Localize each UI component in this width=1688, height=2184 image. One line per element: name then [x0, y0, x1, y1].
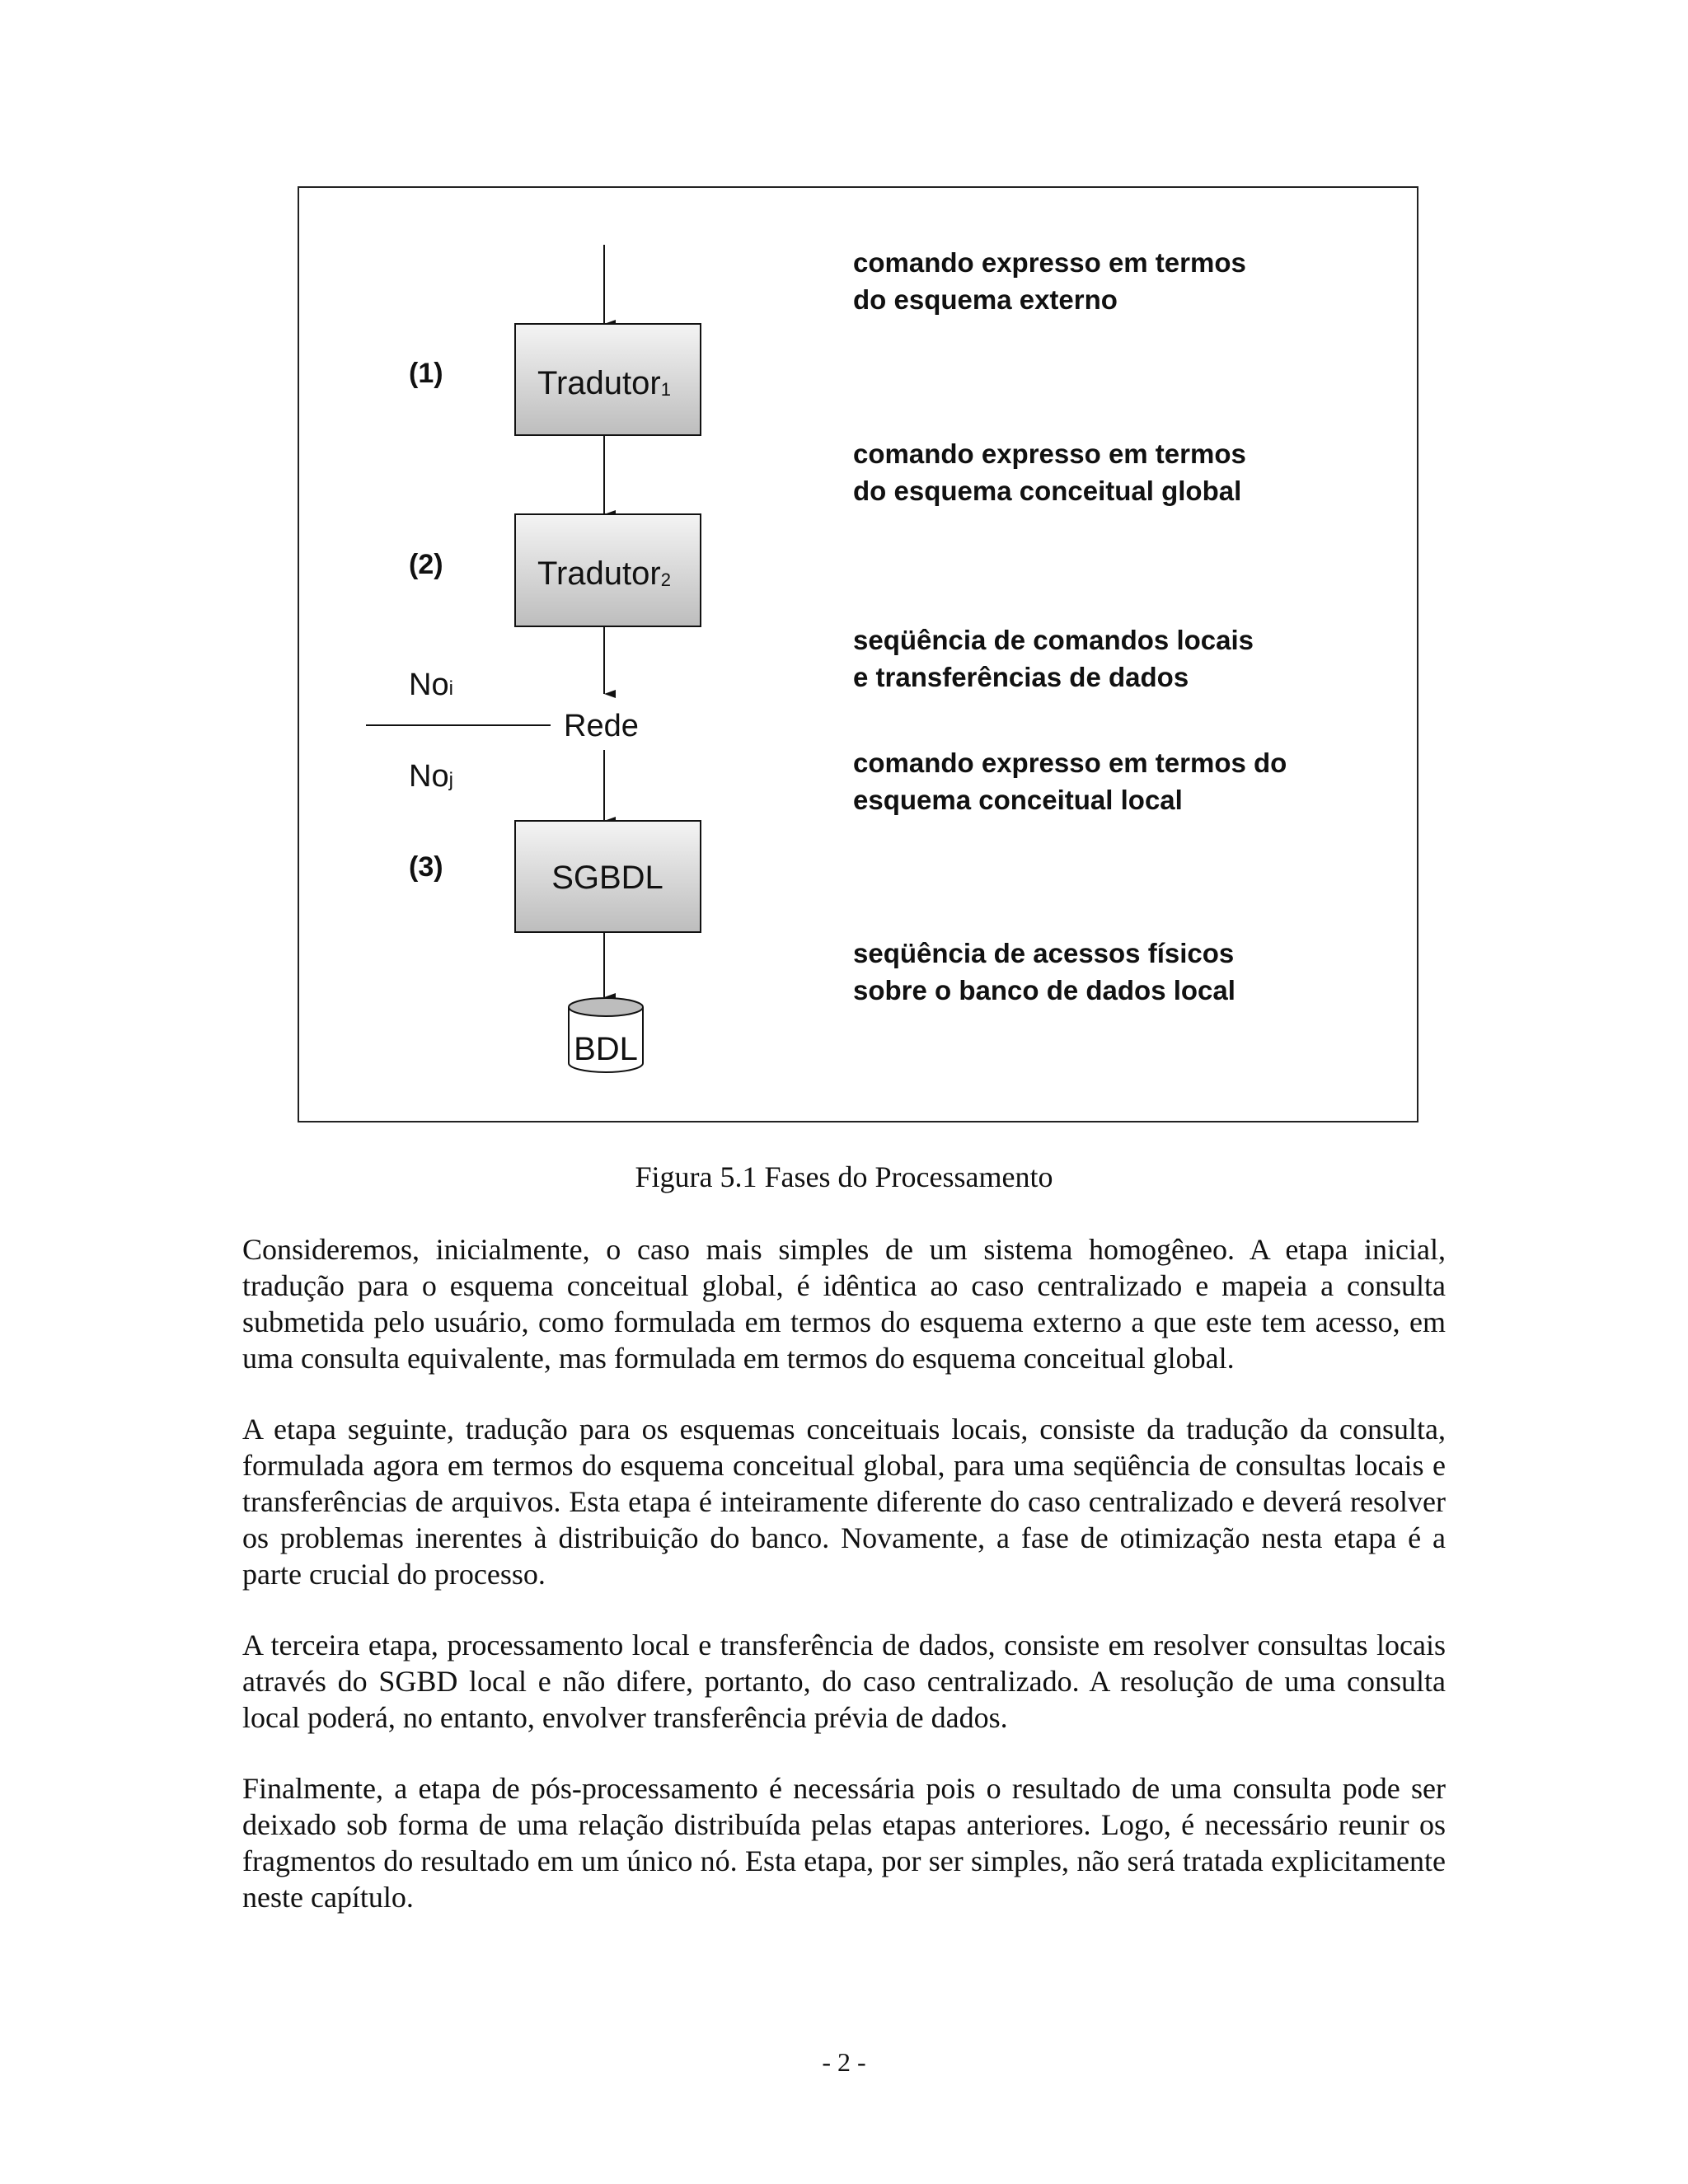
tradutor2-subscript: 2	[660, 569, 671, 590]
description-4-line-1: comando expresso em termos do	[853, 748, 1287, 778]
svg-text:Noi	[409, 668, 453, 702]
description-5-line-1: seqüência de acessos físicos	[853, 938, 1235, 968]
bdl-label: BDL	[574, 1031, 638, 1067]
description-2-line-1: comando expresso em termos	[853, 438, 1246, 469]
step-2-label: (2)	[409, 549, 443, 580]
rede-label: Rede	[564, 709, 639, 743]
sgbdl-box	[515, 821, 701, 932]
tradutor1-subscript: 1	[660, 379, 671, 400]
figure-caption: Figura 5.1 Fases do Processamento	[635, 1160, 1053, 1193]
paragraph-1: Consideremos, inicialmente, o caso mais simples de um sistema homogêneo. A etapa inicial, tradução para o esquema conceitual global, é idêntica ao caso centralizado e mapeia a consulta submetida pelo usuário, como formulada em termos do esquema externo a que este tem acesso, em uma consulta equivalente, mas formulada em termos do esquema conceitual global.	[242, 1233, 1446, 1375]
bdl-database-icon	[569, 998, 643, 1072]
paragraph-2: A etapa seguinte, tradução para os esquemas conceituais locais, consiste da tradução da consulta, formulada agora em termos do esquema conceitual global, para uma seqüência de consultas locais e transferências de arquivos. Esta etapa é inteiramente diferente do caso centralizado e deverá resolver os problemas inerentes à distribuição do banco. Novamente, a fase de otimização nesta etapa é a parte crucial do processo.	[242, 1413, 1446, 1591]
tradutor2-label: Tradutor	[537, 555, 661, 592]
tradutor1-label: Tradutor	[537, 365, 661, 401]
paragraph-4: Finalmente, a etapa de pós-processamento é necessária pois o resultado de uma consulta pode ser deixado sob forma de uma relação distribuída pelas etapas anteriores. Logo, é necessário reunir os fragmentos do resultado em um único nó. Esta etapa, por ser simples, não será tratada explicitamente neste capítulo.	[242, 1772, 1446, 1914]
paragraph-3: A terceira etapa, processamento local e transferência de dados, consiste em resolver consultas locais através do SGBD local e não difere, portanto, do caso centralizado. A resolução de uma consulta local poderá, no entanto, envolver transferência prévia de dados.	[242, 1629, 1446, 1734]
node-i-label: No	[409, 668, 449, 702]
node-j-subscript: j	[448, 769, 453, 791]
node-i-subscript: i	[448, 677, 453, 700]
node-j-label: No	[409, 759, 449, 794]
step-1-label: (1)	[409, 358, 443, 389]
step-3-label: (3)	[409, 851, 443, 883]
svg-text:Tradutor1	[537, 365, 671, 401]
svg-text:Noj	[409, 759, 453, 794]
description-4-line-2: esquema conceitual local	[853, 785, 1183, 815]
description-1-line-1: comando expresso em termos	[853, 247, 1246, 278]
sgbdl-label: SGBDL	[551, 860, 663, 896]
description-3-line-1: seqüência de comandos locais	[853, 625, 1254, 655]
page-number: - 2 -	[822, 2047, 866, 2077]
tradutor1-box	[515, 324, 701, 435]
svg-text:Tradutor2	[537, 555, 671, 592]
description-3-line-2: e transferências de dados	[853, 662, 1189, 692]
description-5-line-2: sobre o banco de dados local	[853, 975, 1236, 1005]
description-2-line-2: do esquema conceitual global	[853, 476, 1242, 506]
description-1-line-2: do esquema externo	[853, 284, 1118, 315]
tradutor2-box	[515, 514, 701, 626]
